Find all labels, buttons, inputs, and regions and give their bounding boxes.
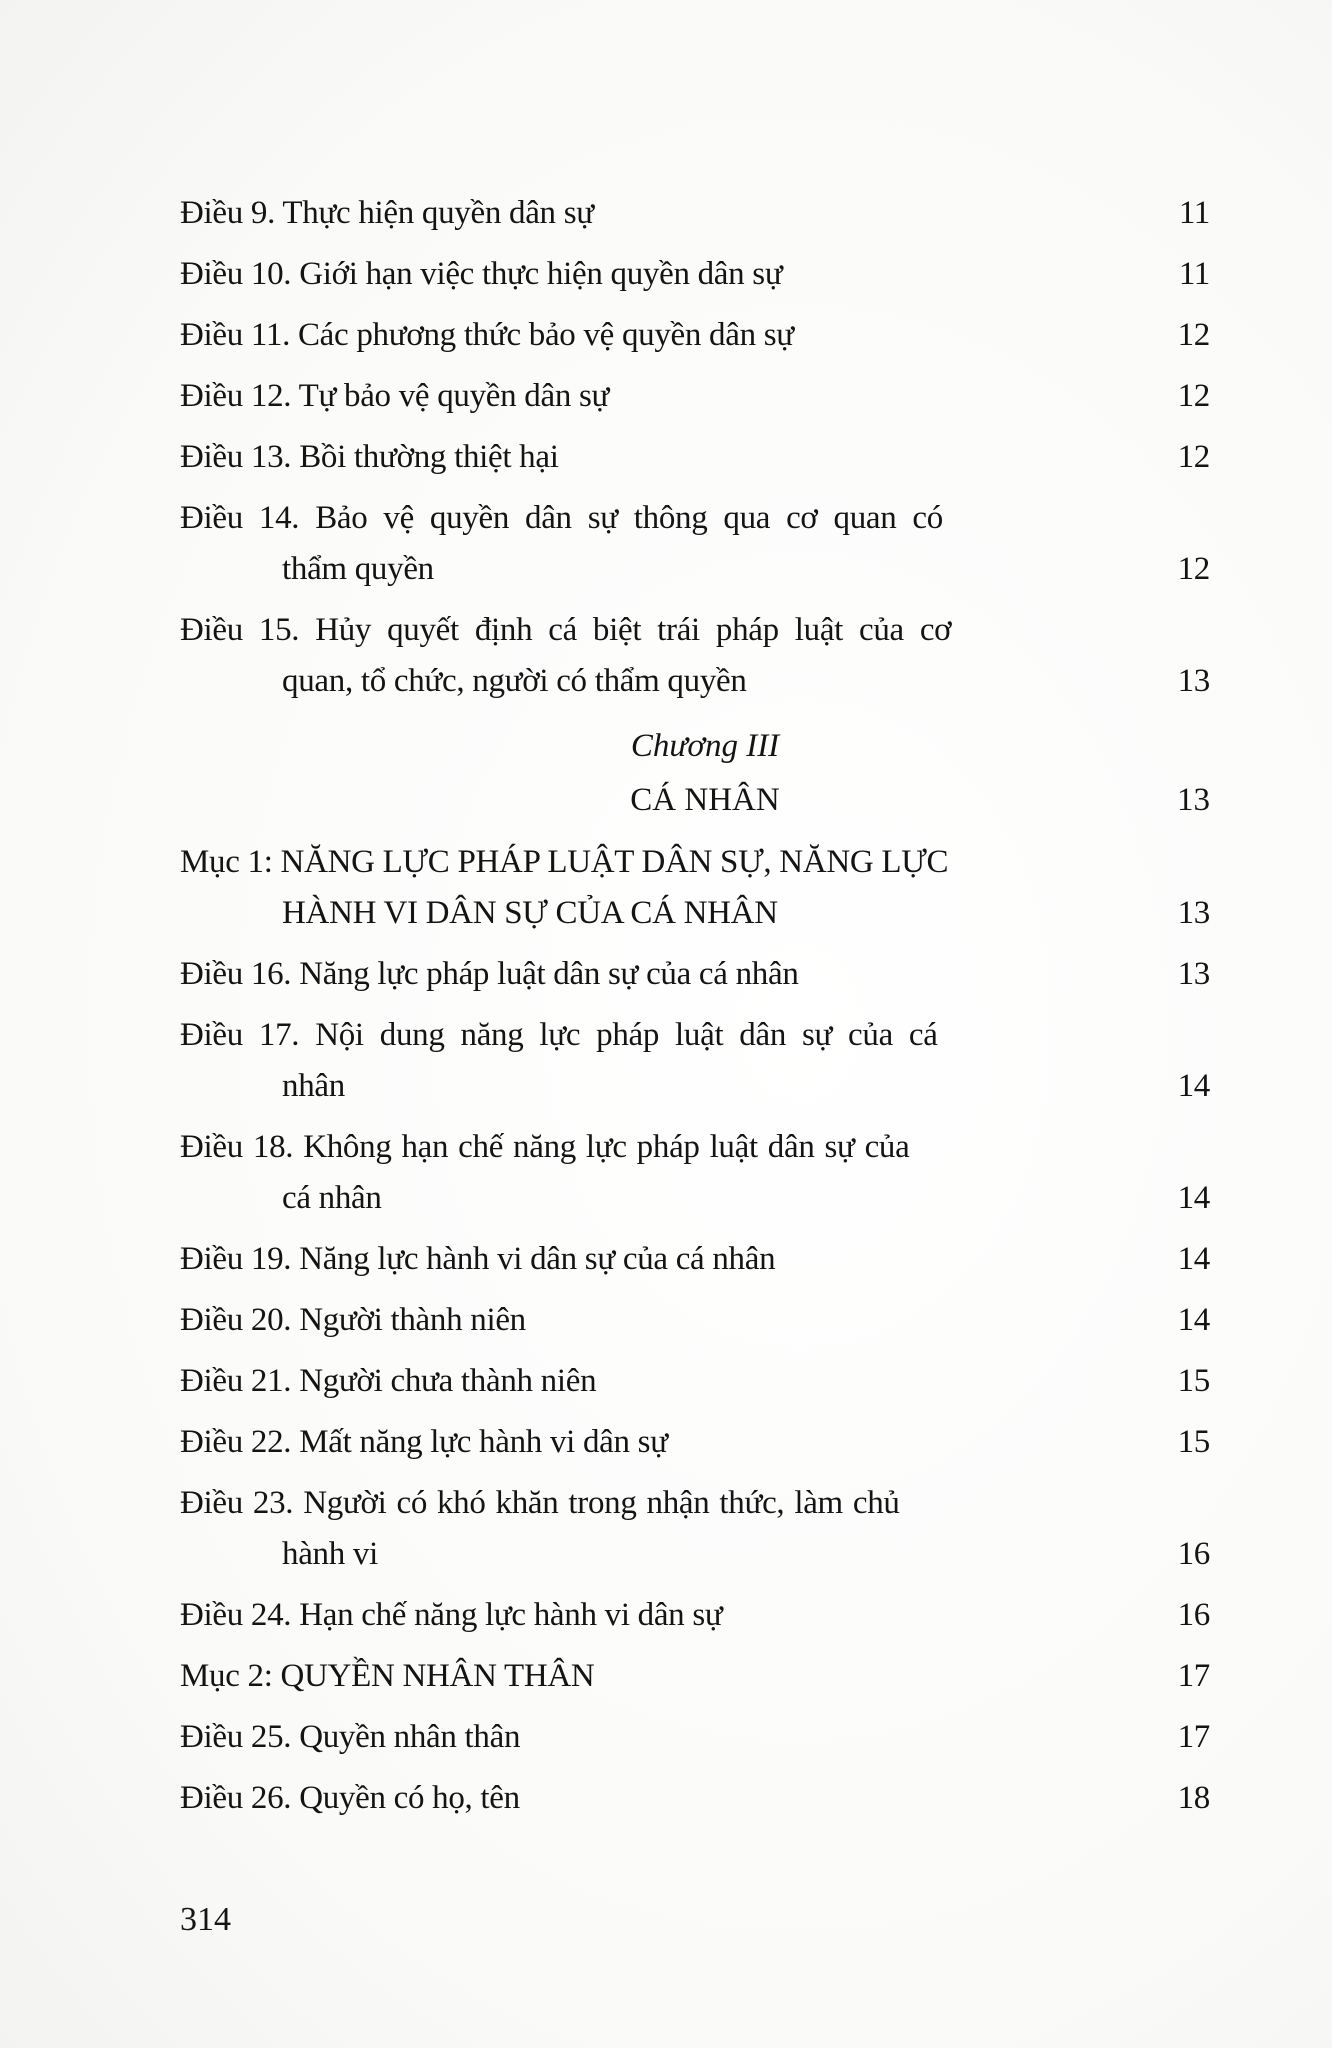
toc-entry (180, 1768, 1210, 1829)
section-page: 17 (1177, 1658, 1210, 1694)
toc-entry-page: 12 (1177, 439, 1210, 475)
toc-entry-page: 16 (1177, 1536, 1210, 1572)
toc-entry-page: 11 (1178, 195, 1210, 231)
section-title: Mục 1: NĂNG LỰC PHÁP LUẬT DÂN SỰ, NĂNG LỰC (180, 844, 949, 880)
toc-entry-title: Điều 16. Năng lực pháp luật dân sự của cá nhân (180, 956, 799, 992)
toc-entry-title: Điều 24. Hạn chế năng lực hành vi dân sự (180, 1597, 723, 1633)
toc-section (180, 832, 1210, 944)
toc-entry-title: Điều 20. Người thành niên (180, 1302, 526, 1338)
page-number: 314 (180, 1901, 231, 1938)
toc-entry (180, 600, 1210, 712)
chapter-name: CÁ NHÂN (630, 782, 780, 818)
toc-entry-title-continued: quan, tổ chức, người có thẩm quyền (282, 663, 747, 699)
toc-entry (180, 1473, 1210, 1585)
toc-entry (180, 183, 1210, 244)
section-page: 13 (1177, 895, 1210, 931)
toc-entry-title: Điều 26. Quyền có họ, tên (180, 1780, 520, 1816)
toc-entry (180, 366, 1210, 427)
toc-entry-title-continued: thẩm quyền (282, 551, 434, 587)
toc-entry (180, 427, 1210, 488)
toc-entry (180, 1229, 1210, 1290)
toc-entry-title: Điều 25. Quyền nhân thân (180, 1719, 521, 1755)
toc-entry-page: 15 (1177, 1424, 1210, 1460)
toc-entry-title: Điều 12. Tự bảo vệ quyền dân sự (180, 378, 610, 414)
toc-entry-page: 14 (1177, 1241, 1210, 1277)
toc-entry (180, 488, 1210, 600)
toc-entry (180, 1351, 1210, 1412)
toc-entry-page: 14 (1177, 1302, 1210, 1338)
toc-entry-title-continued: cá nhân (282, 1180, 382, 1216)
section-title-continued: HÀNH VI DÂN SỰ CỦA CÁ NHÂN (282, 895, 778, 931)
toc-entry-page: 11 (1178, 256, 1210, 292)
chapter-label: Chương III (630, 728, 780, 764)
toc-entry-page: 12 (1177, 551, 1210, 587)
toc-entry-title: Điều 18. Không hạn chế năng lực pháp luật dân sự của (180, 1129, 910, 1165)
toc-entry (180, 305, 1210, 366)
toc-entry (180, 944, 1210, 1005)
toc-entry (180, 1412, 1210, 1473)
toc-entry-title: Điều 9. Thực hiện quyền dân sự (180, 195, 594, 231)
toc-entry-page: 17 (1177, 1719, 1210, 1755)
toc-entry-title: Điều 23. Người có khó khăn trong nhận thức, làm chủ (180, 1485, 900, 1521)
toc-section (180, 1646, 1210, 1707)
toc-entry-title: Điều 11. Các phương thức bảo vệ quyền dân sự (180, 317, 794, 353)
chapter-heading (180, 712, 1210, 832)
section-title: Mục 2: QUYỀN NHÂN THÂN (180, 1658, 595, 1694)
chapter-page: 13 (1177, 782, 1210, 818)
toc-entry-page: 13 (1177, 663, 1210, 699)
toc-entry-title: Điều 22. Mất năng lực hành vi dân sự (180, 1424, 668, 1460)
toc-entry-title: Điều 14. Bảo vệ quyền dân sự thông qua cơ quan có (180, 500, 943, 536)
toc-entry (180, 1117, 1210, 1229)
toc-entry-title-continued: hành vi (282, 1536, 378, 1572)
toc-entry-page: 14 (1177, 1068, 1210, 1104)
toc-entry-page: 14 (1177, 1180, 1210, 1216)
toc-entry-title: Điều 17. Nội dung năng lực pháp luật dân sự của cá (180, 1017, 938, 1053)
toc-entry (180, 1290, 1210, 1351)
toc-entry (180, 244, 1210, 305)
toc-entry-page: 16 (1177, 1597, 1210, 1633)
toc-entry-title: Điều 10. Giới hạn việc thực hiện quyền dân sự (180, 256, 783, 292)
toc-entry (180, 1707, 1210, 1768)
toc-entry-title: Điều 15. Hủy quyết định cá biệt trái pháp luật của cơ (180, 612, 952, 648)
toc-entry-page: 15 (1177, 1363, 1210, 1399)
toc-entry-title: Điều 13. Bồi thường thiệt hại (180, 439, 559, 475)
toc-entry (180, 1585, 1210, 1646)
toc-entry-page: 12 (1177, 378, 1210, 414)
table-of-contents (180, 183, 1210, 1829)
toc-entry (180, 1005, 1210, 1117)
toc-entry-title: Điều 19. Năng lực hành vi dân sự của cá nhân (180, 1241, 776, 1277)
toc-entry-page: 12 (1177, 317, 1210, 353)
toc-entry-title-continued: nhân (282, 1068, 345, 1104)
toc-entry-page: 13 (1177, 956, 1210, 992)
toc-entry-page: 18 (1177, 1780, 1210, 1816)
toc-entry-title: Điều 21. Người chưa thành niên (180, 1363, 597, 1399)
